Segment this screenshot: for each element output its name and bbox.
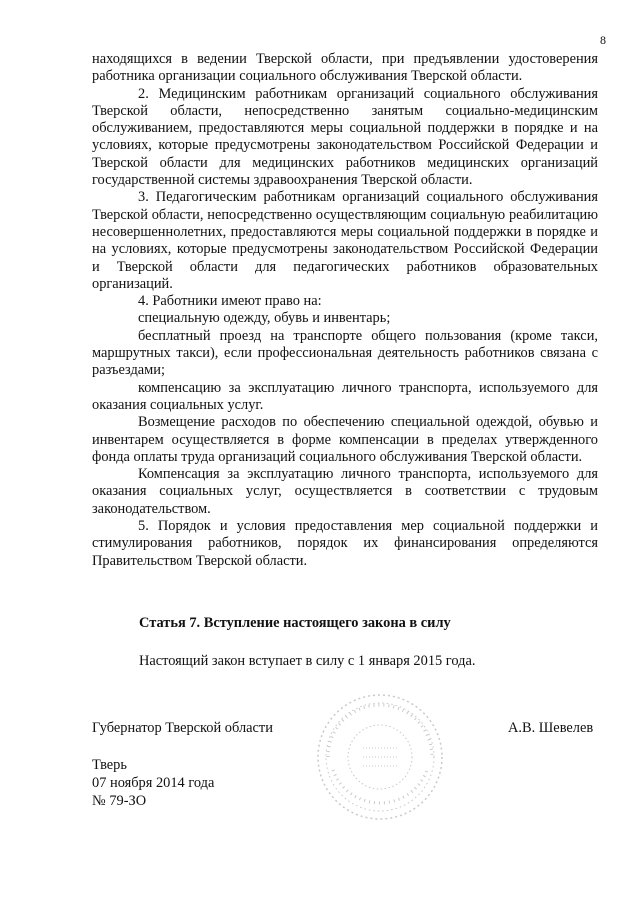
- page-number: 8: [600, 33, 606, 47]
- official-seal-icon: [313, 690, 447, 824]
- paragraph: 5. Порядок и условия предоставления мер социальной поддержки и стимулирования работников, порядок их финансирования определяются Правительством Тверской области.: [92, 518, 598, 569]
- paragraph: специальную одежду, обувь и инвентарь;: [138, 310, 391, 327]
- signing-date: 07 ноября 2014 года: [92, 775, 215, 791]
- article-heading: Статья 7. Вступление настоящего закона в силу: [139, 615, 451, 631]
- paragraph: находящихся в ведении Тверской области, при предъявлении удостоверения работника организации социального обслуживания Тверской области.: [92, 51, 598, 85]
- signing-details: [92, 756, 214, 810]
- paragraph: компенсацию за эксплуатацию личного транспорта, используемого для оказания социальных услуг.: [92, 379, 598, 413]
- paragraph: Возмещение расходов по обеспечению специальной одеждой, обувью и инвентарем осуществляется в форме компенсации в пределах утвержденного фонда оплаты труда организаций социального обслуживания Тверской области.: [92, 414, 598, 465]
- law-number: № 79-ЗО: [92, 793, 147, 809]
- paragraph: 3. Педагогическим работникам организаций социального обслуживания Тверской области, непосредственно осуществляющим социальную реабилитацию несовершеннолетних, предоставляются меры социальной поддержки в порядке и на условиях, которые предусмотрены законодательством Российской Федерации и Тверской области для педагогических работников образовательных организаций.: [92, 189, 598, 292]
- paragraph: 4. Работники имеют право на:: [138, 293, 322, 310]
- paragraph: 2. Медицинским работникам организаций социального обслуживания Тверской области, непосредственно занятым социально-медицинским обслуживанием, предоставляются меры социальной поддержки в порядке и на условиях, которые предусмотрены законодательством Российской Федерации и Тверской области для медицинских работников медицинских организаций государственной системы здравоохранения Тверской области.: [92, 85, 598, 189]
- paragraph: бесплатный проезд на транспорте общего пользования (кроме такси, маршрутных такси), если профессиональная деятельность работников связана с разъездами;: [92, 327, 598, 379]
- document-body: [92, 51, 598, 570]
- paragraph: Компенсация за эксплуатацию личного транспорта, используемого для оказания социальных услуг, осуществляется в соответствии с трудовым законодательством.: [92, 466, 598, 517]
- article-text: Настоящий закон вступает в силу с 1 января 2015 года.: [139, 653, 476, 669]
- signer-title: Губернатор Тверской области: [92, 720, 273, 736]
- signer-name: А.В. Шевелев: [508, 720, 594, 736]
- signing-city: Тверь: [92, 757, 127, 773]
